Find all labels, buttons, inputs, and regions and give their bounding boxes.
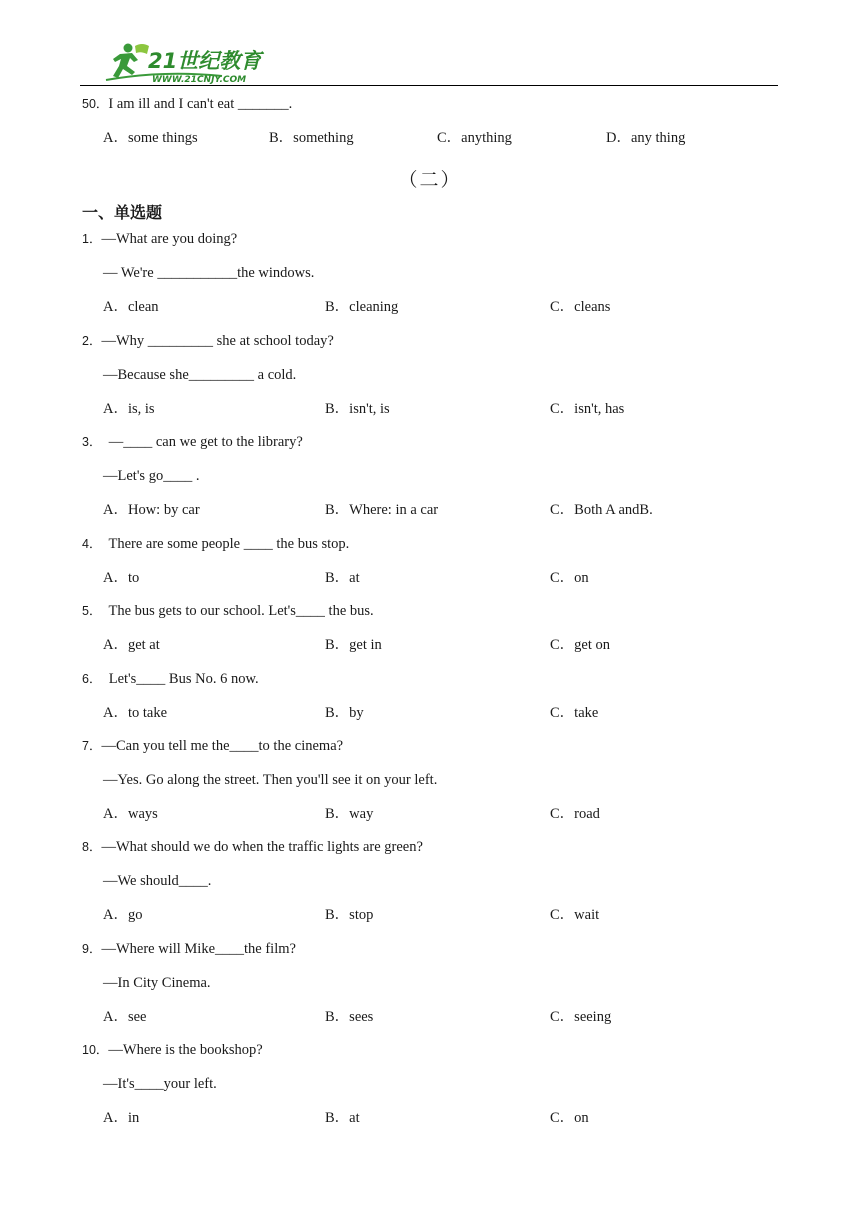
option-b: B．isn't, is [325, 401, 390, 417]
option-a: A．go [103, 907, 143, 923]
question-50-stem: 50．I am ill and I can't eat _______. [82, 96, 293, 112]
option-c: C．isn't, has [550, 401, 625, 417]
question-answer-line: —Because she_________ a cold. [103, 367, 297, 383]
option-a: A．How: by car [103, 502, 200, 518]
question-stem: 7．—Can you tell me the____to the cinema? [82, 738, 344, 754]
option-c: C．road [550, 806, 600, 822]
option-a: A．in [103, 1110, 140, 1126]
option-c: C．on [550, 1110, 589, 1126]
question-stem: 2．—Why _________ she at school today? [82, 333, 334, 349]
option-c: C．on [550, 570, 589, 586]
question-stem: 1．—What are you doing? [82, 231, 238, 247]
question-answer-line: —Let's go____ . [103, 468, 200, 484]
question-number: 4 [82, 537, 89, 551]
question-stem: 8．—What should we do when the traffic lights are green? [82, 839, 423, 855]
option-b: B．sees [325, 1009, 374, 1025]
option-b: B．cleaning [325, 299, 399, 315]
question-number: 2 [82, 334, 89, 348]
option-a: A．to take [103, 705, 168, 721]
option-b: B．by [325, 705, 364, 721]
logo [102, 40, 272, 86]
question-number: 6 [82, 672, 89, 686]
question-50-option-c: C．anything [437, 130, 512, 146]
question-number: 5 [82, 604, 89, 618]
question-number: 1 [82, 232, 89, 246]
runner-icon [113, 44, 149, 79]
option-b: B．way [325, 806, 374, 822]
header-rule [80, 85, 778, 86]
question-50-option-d: D．any thing [606, 130, 686, 146]
question-number: 50 [82, 97, 96, 111]
section-title: 一、单选题 [82, 203, 163, 222]
option-a: A．get at [103, 637, 160, 653]
option-b: B．stop [325, 907, 374, 923]
option-c: C．seeing [550, 1009, 612, 1025]
option-c: C．cleans [550, 299, 611, 315]
option-b: B．at [325, 570, 360, 586]
question-answer-line: — We're ___________the windows. [103, 265, 315, 281]
question-number: 8 [82, 840, 89, 854]
question-answer-line: —Yes. Go along the street. Then you'll see it on your left. [103, 772, 438, 788]
option-c: C．get on [550, 637, 611, 653]
question-stem: 3． —____ can we get to the library? [82, 434, 303, 450]
option-b: B．get in [325, 637, 382, 653]
option-a: A．see [103, 1009, 147, 1025]
question-answer-line: —We should____. [103, 873, 212, 889]
option-c: C．wait [550, 907, 600, 923]
question-50-option-a: A．some things [103, 130, 198, 146]
question-stem: 9．—Where will Mike____the film? [82, 941, 296, 957]
option-c: C．Both A andB. [550, 502, 653, 518]
question-number: 10 [82, 1043, 96, 1057]
question-number: 7 [82, 739, 89, 753]
option-a: A．ways [103, 806, 158, 822]
option-a: A．is, is [103, 401, 155, 417]
question-stem: 10．—Where is the bookshop? [82, 1042, 263, 1058]
option-b: B．Where: in a car [325, 502, 439, 518]
option-b: B．at [325, 1110, 360, 1126]
question-number: 3 [82, 435, 89, 449]
question-50-option-b: B．something [269, 130, 354, 146]
question-answer-line: —It's____your left. [103, 1076, 217, 1092]
page-header [80, 36, 778, 86]
question-stem: 6． Let's____ Bus No. 6 now. [82, 671, 259, 687]
part-title: （二） [398, 170, 462, 191]
question-answer-line: —In City Cinema. [103, 975, 211, 991]
logo-sub-text: WWW.21CNJY.COM [152, 75, 247, 85]
question-number: 9 [82, 942, 89, 956]
question-stem: 4． There are some people ____ the bus stop. [82, 536, 350, 552]
option-a: A．to [103, 570, 140, 586]
question-stem: 5． The bus gets to our school. Let's____ the bus. [82, 603, 374, 619]
option-c: C．take [550, 705, 599, 721]
logo-main-text: 21世纪教育 [148, 49, 262, 73]
option-a: A．clean [103, 299, 159, 315]
